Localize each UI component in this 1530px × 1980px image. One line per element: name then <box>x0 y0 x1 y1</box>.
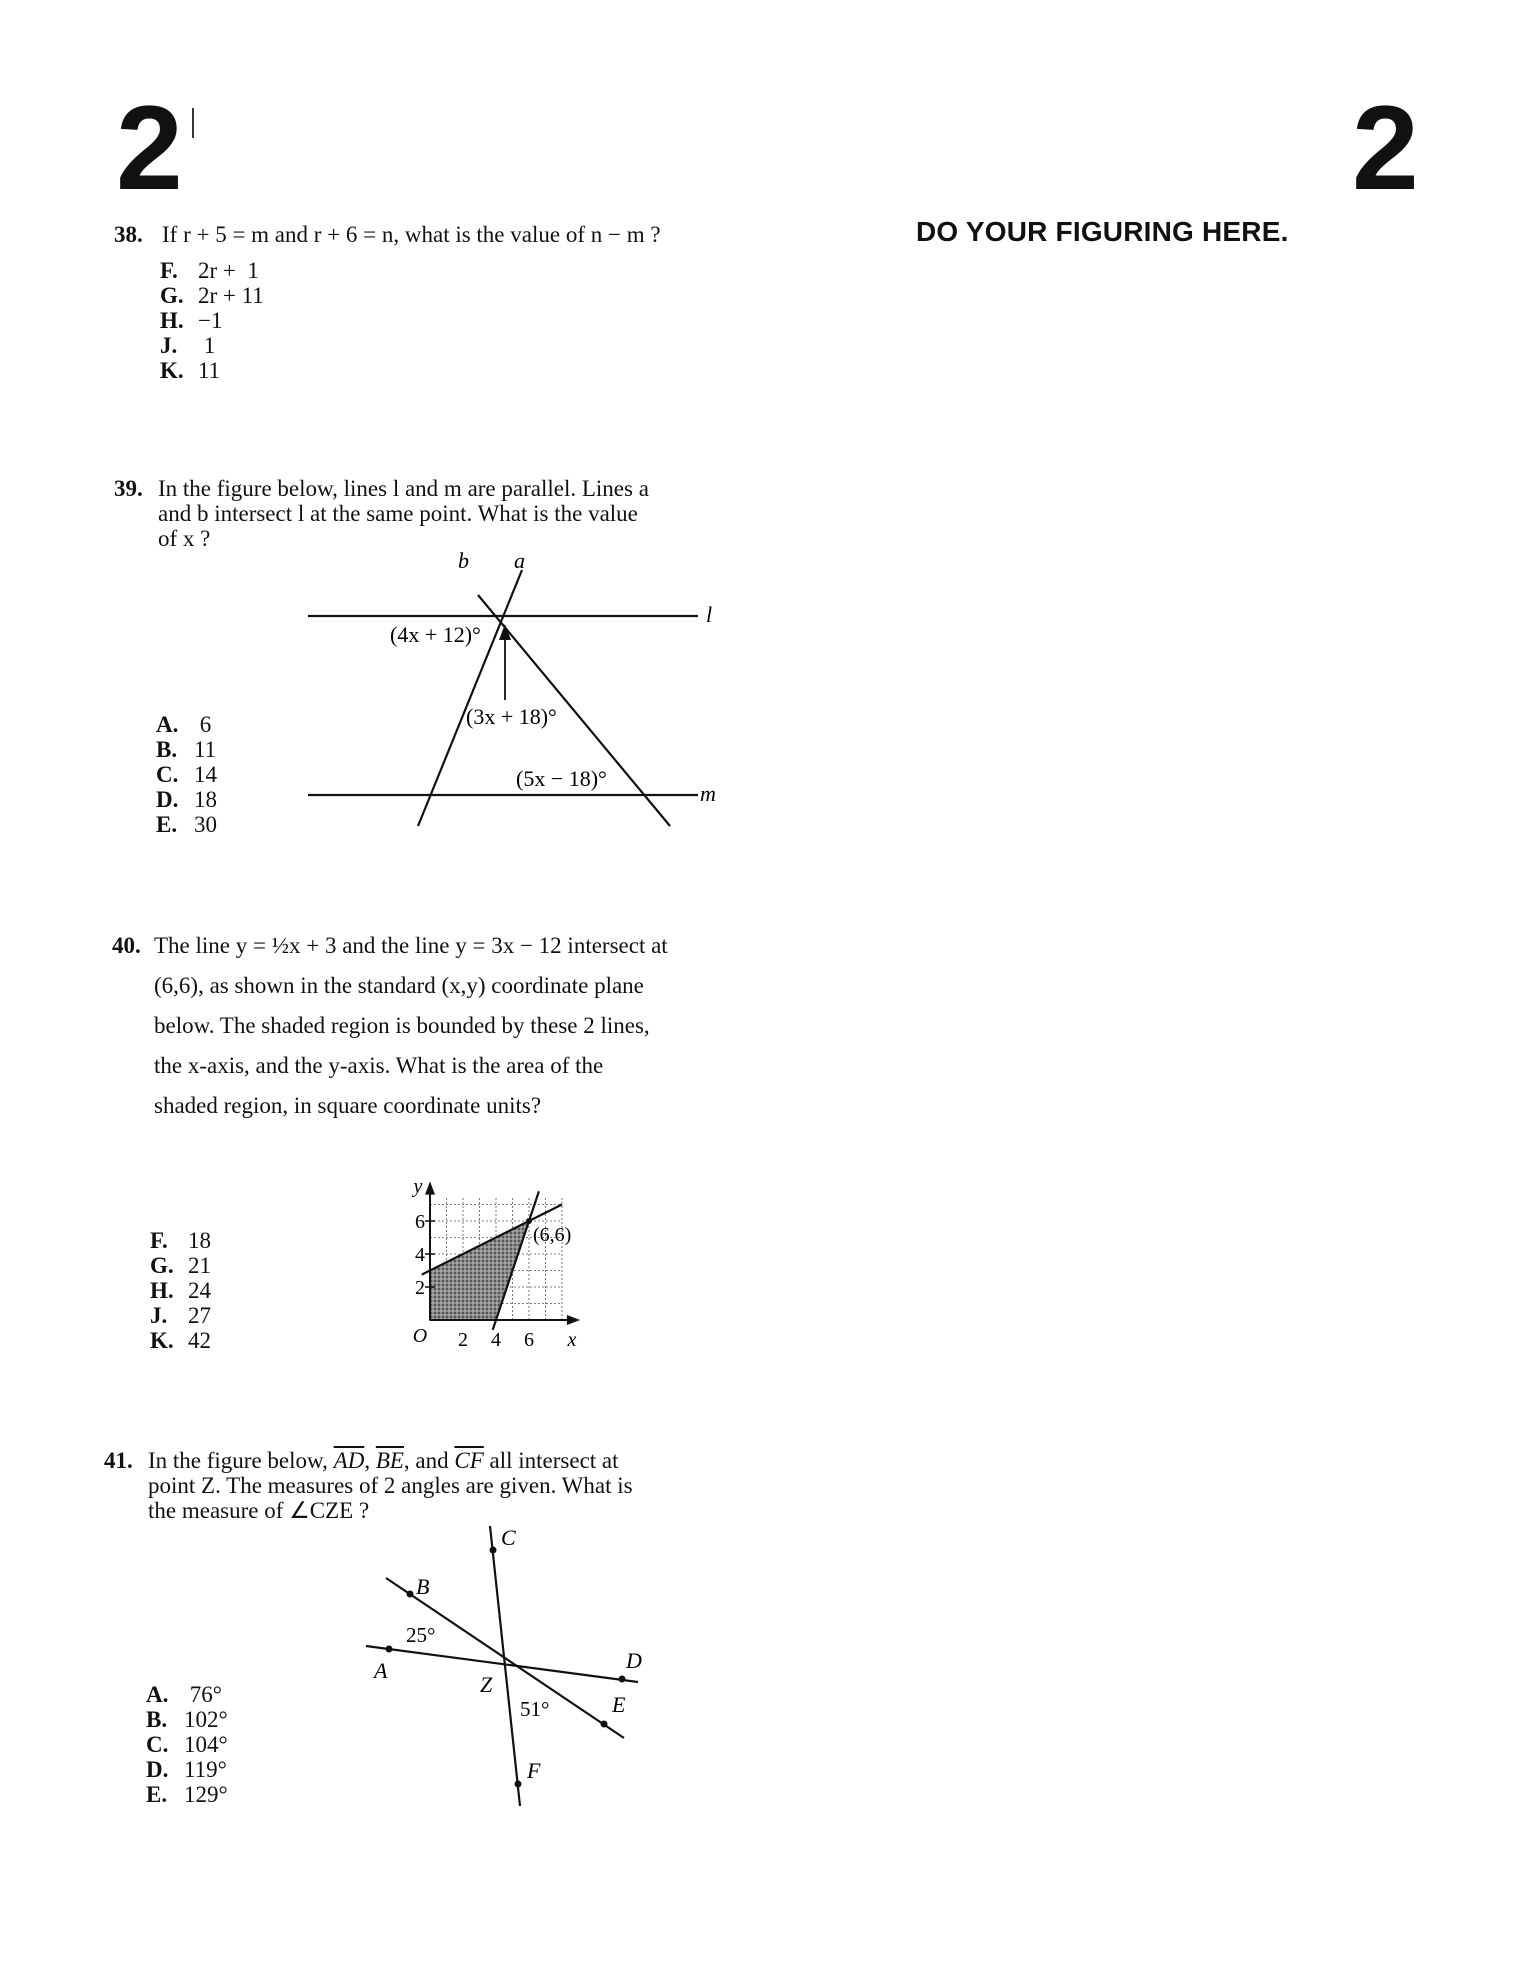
choice-j[interactable] <box>160 333 264 358</box>
page-section-number-left: 2 <box>116 81 183 215</box>
point-d <box>619 1676 626 1683</box>
choice-letter: D. <box>156 787 179 812</box>
choice-letter: A. <box>156 712 179 737</box>
header-tick-mark <box>192 108 194 138</box>
intersection-point <box>526 1218 532 1224</box>
page-section-number-right: 2 <box>1352 81 1419 215</box>
choice-f[interactable] <box>150 1228 211 1253</box>
stem-line: below. The shaded region is bounded by these 2 lines, <box>154 1013 650 1038</box>
choice-letter: C. <box>156 762 179 787</box>
choice-c[interactable] <box>156 762 217 787</box>
choice-letter: E. <box>156 812 178 837</box>
choice-text: 11 <box>194 737 217 762</box>
choice-letter: F. <box>150 1228 168 1253</box>
angle-5x-minus-18: (5x − 18)° <box>516 766 607 791</box>
parallel-lines-figure <box>300 550 740 840</box>
point-f <box>515 1781 522 1788</box>
y-axis-label: y <box>413 1175 423 1198</box>
coordinate-plane-chart <box>390 1120 630 1360</box>
choice-letter: H. <box>160 308 184 333</box>
choice-text: 14 <box>194 762 217 787</box>
choice-text: 76° <box>184 1682 222 1707</box>
choice-e[interactable] <box>156 812 217 837</box>
answer-choices-39 <box>156 712 217 837</box>
x-tick-label: 6 <box>524 1329 534 1351</box>
stem-line: the measure of ∠CZE ? <box>148 1498 370 1523</box>
question-number: 40. <box>112 933 141 958</box>
label-d: D <box>626 1648 642 1673</box>
choice-g[interactable] <box>150 1253 211 1278</box>
label-e: E <box>612 1692 626 1717</box>
label-z: Z <box>480 1672 493 1697</box>
intersecting-segments-figure <box>360 1516 660 1816</box>
label-m: m <box>700 781 716 806</box>
question-stem <box>148 1448 742 1523</box>
choice-d[interactable] <box>146 1757 228 1782</box>
stem-line: In the figure below, lines l and m are parallel. Lines a <box>158 476 649 501</box>
choice-text: 102° <box>184 1707 228 1732</box>
stem-line: the x-axis, and the y-axis. What is the area of the <box>154 1053 604 1078</box>
choice-f[interactable] <box>160 258 264 283</box>
stem-line: of x ? <box>158 526 211 551</box>
stem-line: (6,6), as shown in the standard (x,y) coordinate plane <box>154 973 644 998</box>
segment-be: $\overline{BE}$ <box>375 1448 404 1473</box>
answer-choices-38 <box>160 258 264 383</box>
choice-text: −1 <box>198 308 223 333</box>
label-f: F <box>527 1758 541 1783</box>
choice-text: 21 <box>188 1253 211 1278</box>
y-tick-label: 2 <box>415 1277 425 1299</box>
choice-letter: C. <box>146 1732 169 1757</box>
x-axis-arrow <box>567 1315 580 1325</box>
angle-51: 51° <box>520 1697 550 1721</box>
choice-letter: K. <box>160 358 184 383</box>
label-a: a <box>514 550 525 573</box>
y-tick-label: 6 <box>415 1211 425 1233</box>
point-a <box>386 1646 393 1653</box>
stem-line: The line y = ½x + 3 and the line y = 3x − 12 intersect at <box>154 933 668 958</box>
choice-letter: J. <box>160 333 178 358</box>
angle-4x-plus-12: (4x + 12)° <box>390 622 481 647</box>
x-axis-label: x <box>567 1329 577 1351</box>
choice-letter: A. <box>146 1682 169 1707</box>
choice-j[interactable] <box>150 1303 211 1328</box>
stem-line: and b intersect l at the same point. What is the value <box>158 501 638 526</box>
segment-cf: $\overline{CF}$ <box>454 1448 484 1473</box>
angle-3x-plus-18: (3x + 18)° <box>466 704 557 729</box>
choice-text: 18 <box>194 787 217 812</box>
choice-text: 119° <box>184 1757 227 1782</box>
choice-text: 2r + 11 <box>198 283 264 308</box>
choice-letter: G. <box>150 1253 174 1278</box>
choice-text: 11 <box>198 358 221 383</box>
choice-letter: F. <box>160 258 178 283</box>
question-stem <box>158 476 742 551</box>
segment-ad-line <box>366 1646 638 1682</box>
choice-k[interactable] <box>160 358 264 383</box>
choice-letter: B. <box>156 737 178 762</box>
origin-label: O <box>412 1325 428 1347</box>
choice-letter: E. <box>146 1782 168 1807</box>
choice-text: 1 <box>198 333 216 358</box>
choice-text: 24 <box>188 1278 211 1303</box>
choice-text: 6 <box>194 712 212 737</box>
stem-line: shaded region, in square coordinate units? <box>154 1093 542 1118</box>
choice-text: 104° <box>184 1732 228 1757</box>
label-a: A <box>374 1658 388 1683</box>
choice-h[interactable] <box>160 308 264 333</box>
choice-g[interactable] <box>160 283 264 308</box>
segment-ad: $\overline{AD}$ <box>333 1448 365 1473</box>
choice-letter: H. <box>150 1278 174 1303</box>
question-number: 38. <box>114 222 143 247</box>
question-stem <box>154 926 746 1126</box>
choice-letter: D. <box>146 1757 169 1782</box>
choice-letter: B. <box>146 1707 168 1732</box>
x-tick-label: 2 <box>458 1329 468 1351</box>
choice-text: 30 <box>194 812 217 837</box>
choice-text: 42 <box>188 1328 211 1353</box>
choice-letter: J. <box>150 1303 168 1328</box>
choice-text: 129° <box>184 1782 228 1807</box>
choice-text: 27 <box>188 1303 211 1328</box>
choice-k[interactable] <box>150 1328 211 1353</box>
label-b: b <box>458 550 469 573</box>
answer-choices-40 <box>150 1228 211 1353</box>
question-number: 39. <box>114 476 143 501</box>
choice-text: 18 <box>188 1228 211 1253</box>
line-b <box>418 570 522 826</box>
choice-b[interactable] <box>156 737 217 762</box>
question-stem: If r + 5 = m and r + 6 = n, what is the value of n − m ? <box>162 222 661 247</box>
y-tick-label: 4 <box>415 1244 425 1266</box>
figuring-area-label: DO YOUR FIGURING HERE. <box>916 216 1289 247</box>
stem-line: point Z. The measures of 2 angles are given. What is <box>148 1473 633 1498</box>
choice-letter: K. <box>150 1328 174 1353</box>
x-tick-label: 4 <box>491 1329 501 1351</box>
choice-h[interactable] <box>150 1278 211 1303</box>
label-b: B <box>416 1574 430 1599</box>
label-l: l <box>706 602 713 627</box>
choice-e[interactable] <box>146 1782 228 1807</box>
answer-choices-41 <box>146 1682 228 1807</box>
stem-line: In the figure below, $\overline{AD}$, $\overline{BE}$, and $\overline{CF}$ all intersect at <box>148 1448 619 1473</box>
question-number: 41. <box>104 1448 133 1473</box>
choice-letter: G. <box>160 283 184 308</box>
angle-25: 25° <box>406 1623 436 1647</box>
point-c <box>490 1547 497 1554</box>
choice-text: 2r + 1 <box>198 258 259 283</box>
choice-a[interactable] <box>146 1682 228 1707</box>
point-b <box>407 1591 414 1598</box>
y-axis-arrow <box>425 1181 435 1194</box>
choice-b[interactable] <box>146 1707 228 1732</box>
choice-a[interactable] <box>156 712 217 737</box>
choice-d[interactable] <box>156 787 217 812</box>
point-label-6-6: (6,6) <box>533 1224 572 1246</box>
label-c: C <box>501 1525 516 1550</box>
segment-be-line <box>386 1578 624 1738</box>
choice-c[interactable] <box>146 1732 228 1757</box>
point-e <box>601 1721 608 1728</box>
